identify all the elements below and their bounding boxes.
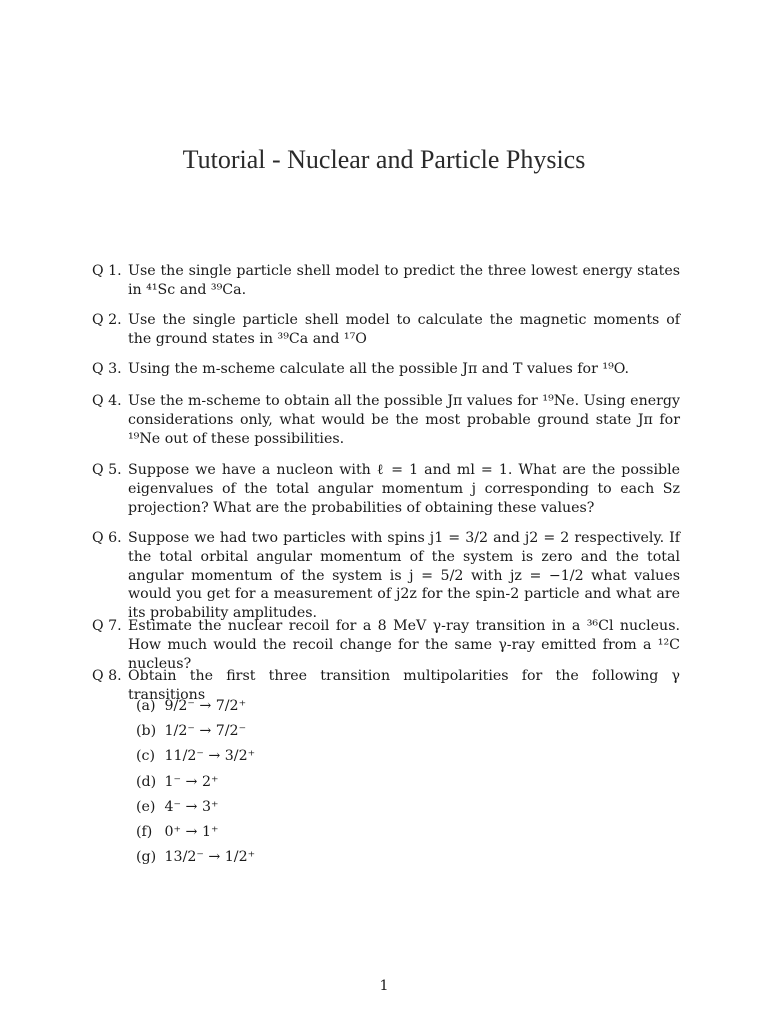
- transition-label: (g): [136, 849, 157, 865]
- transition-item: [136, 697, 246, 715]
- question-number: Q 1.: [92, 263, 122, 279]
- transition-text: 1⁻ → 2⁺: [164, 774, 219, 790]
- question-2: [92, 311, 680, 349]
- transition-label: (e): [136, 799, 156, 815]
- question-7: [92, 617, 680, 673]
- question-number: Q 4.: [92, 393, 122, 409]
- question-number: Q 8.: [92, 668, 122, 684]
- transition-text: 9/2⁻ → 7/2⁺: [164, 698, 247, 714]
- question-text: Use the single particle shell model to calculate the magnetic moments of the ground states in ³⁹Ca and ¹⁷O: [128, 312, 680, 347]
- transition-label: (a): [136, 698, 156, 714]
- question-number: Q 5.: [92, 462, 122, 478]
- question-text: Estimate the nuclear recoil for a 8 MeV γ-ray transition in a ³⁶Cl nucleus. How much would the recoil change for the same γ-ray emitted from a ¹²C nucleus?: [128, 618, 680, 672]
- question-5: [92, 461, 680, 517]
- page-number: 1: [379, 978, 389, 994]
- transition-item: [136, 773, 218, 791]
- transition-label: (c): [136, 748, 156, 764]
- transition-text: 4⁻ → 3⁺: [164, 799, 219, 815]
- transition-text: 13/2⁻ → 1/2⁺: [164, 849, 256, 865]
- transition-text: 11/2⁻ → 3/2⁺: [164, 748, 256, 764]
- question-number: Q 2.: [92, 312, 122, 328]
- transition-text: 1/2⁻ → 7/2⁻: [164, 723, 247, 739]
- transition-text: 0⁺ → 1⁺: [164, 824, 219, 840]
- transition-label: (f): [136, 824, 153, 840]
- question-text: Suppose we had two particles with spins j1 = 3/2 and j2 = 2 respectively. If the total orbital angular momentum of the system is zero and the total angular momentum of the system is j = 5/2 with jz = −1/2 what values would you get for a measurement of j2z for the spin-2 particle and what are its probability amplitudes.: [128, 530, 680, 622]
- page-title: Tutorial - Nuclear and Particle Physics: [182, 145, 586, 174]
- transition-item: [136, 848, 255, 866]
- question-6: [92, 529, 680, 623]
- question-text: Use the m-scheme to obtain all the possible Jπ values for ¹⁹Ne. Using energy considerations only, what would be the most probable ground state Jπ for ¹⁹Ne out of these possibilities.: [128, 393, 680, 447]
- question-number: Q 7.: [92, 618, 122, 634]
- question-text: Use the single particle shell model to predict the three lowest energy states in ⁴¹Sc and ³⁹Ca.: [128, 263, 680, 298]
- question-3: [92, 360, 680, 379]
- transition-label: (b): [136, 723, 157, 739]
- question-text: Suppose we have a nucleon with ℓ = 1 and ml = 1. What are the possible eigenvalues of the total angular momentum j corresponding to each Sz projection? What are the probabilities of obtaining these values?: [128, 462, 680, 516]
- question-text: Using the m-scheme calculate all the possible Jπ and T values for ¹⁹O.: [128, 361, 630, 377]
- transition-item: [136, 747, 255, 765]
- question-number: Q 6.: [92, 530, 122, 546]
- question-1: [92, 262, 680, 300]
- question-text: Obtain the first three transition multipolarities for the following γ transitions: [128, 668, 680, 703]
- question-4: [92, 392, 680, 448]
- transition-item: [136, 798, 218, 816]
- transition-item: [136, 722, 246, 740]
- transition-label: (d): [136, 774, 157, 790]
- question-number: Q 3.: [92, 361, 122, 377]
- transition-item: [136, 823, 218, 841]
